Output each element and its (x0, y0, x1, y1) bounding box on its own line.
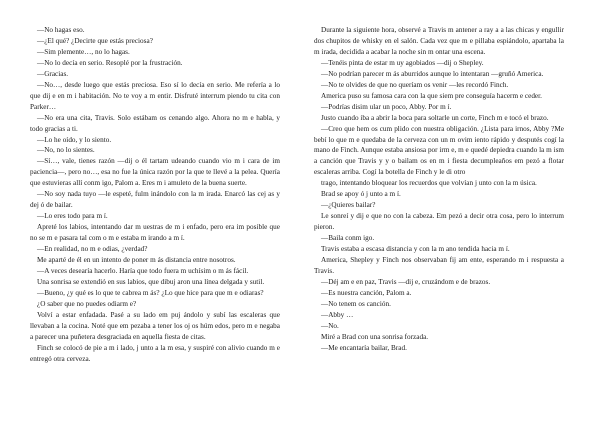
paragraph: —Sí…, vale, tienes razón —dij o él tartam udeando cuando vio m i cara de im paciencia—, pero no…, esa no fue la única razón por la que te llevé a la pelea. Quería que estuvieras allí conm igo, Palom a. Eres m i amuleto de la buena suerte. (30, 157, 280, 188)
paragraph: —Sim plemente…, no lo hagas. (37, 47, 130, 56)
paragraph: —Bueno, ¿y qué es lo que te cabrea m ás? ¿Lo que hice para que m e odiaras? (37, 288, 264, 297)
paragraph: —A veces desearía hacerlo. Haría que todo fuera m uchísim o m ás fácil. (37, 266, 249, 275)
paragraph: —Abby … (321, 310, 354, 319)
paragraph: —No soy nada tuyo —le espeté, fulm inándolo con la m irada. Enarcó las cej as y dej ó de bailar. (30, 190, 280, 210)
paragraph: —No…, desde luego que estás preciosa. Eso sí lo decía en serio. Me refería a lo que dij e en m i habitación. No te voy a m entir. Disfruté interrum piendo tu cita con Parker… (30, 80, 280, 111)
left-page (30, 25, 280, 425)
paragraph: Miré a Brad con una sonrisa forzada. (321, 332, 429, 341)
paragraph: —Baila conm igo. (321, 234, 375, 243)
paragraph: —Déj am e en paz, Travis —dij e, cruzándom e de brazos. (321, 277, 491, 286)
paragraph: America puso su famosa cara con la que siem pre conseguía hacerm e ceder. (321, 91, 542, 100)
gutter (299, 0, 300, 428)
paragraph: —¿Quieres bailar? (321, 201, 376, 210)
paragraph: —En realidad, no m e odias, ¿verdad? (37, 245, 148, 254)
paragraph: Apreté los labios, intentando dar m uestras de m i enfado, pero era im posible que no se m e pasara tal com o m e estaba m irando a m í. (30, 223, 280, 243)
paragraph: America, Shepley y Finch nos observaban fij am ente, esperando m i respuesta a Travis. (314, 256, 564, 275)
paragraph: —No. (321, 321, 339, 330)
paragraph: Finch se colocó de pie a m i lado, j unto a la m esa, y suspiré con alivio cuando m e entregó otra cerveza. (30, 343, 280, 363)
right-page (314, 25, 564, 425)
paragraph: Brad se apoy ó j unto a m í. (321, 190, 401, 199)
paragraph: Travis estaba a escasa distancia y con la m ano tendida hacia m í. (321, 245, 510, 254)
paragraph: —No tenem os canción. (321, 299, 391, 308)
paragraph: —¿El qué? ¿Decirte que estás preciosa? (37, 36, 153, 45)
paragraph: —Lo he oído, y lo siento. (37, 135, 112, 144)
paragraph: —No podrían parecer m ás aburridos aunque lo intentaran —gruñó America. (321, 69, 544, 78)
paragraph: trago, intentando bloquear los recuerdos que volvían j unto con la m úsica. (321, 179, 537, 188)
paragraph: —Me encantaría bailar, Brad. (321, 343, 407, 352)
paragraph: —No hagas eso. (37, 26, 85, 34)
paragraph: Justo cuando iba a abrir la boca para soltarle un corte, Finch m e tocó el brazo. (321, 113, 549, 122)
paragraph: Volví a estar enfadada. Pasé a su lado em puj ándolo y subí las escaleras que llevaban a la cocina. Noté que em pezaba a tener los oj os húm edos, pero m e negaba a parecer una puñetera desgraciada en aquella fiesta de citas. (30, 310, 280, 341)
paragraph: —Creo que hem os cum plido con nuestra obligación. ¿Lista para irnos, Abby ?Me bebí lo que m e quedaba de la cerveza con un m ovim iento rápido y desputés cogí la mano de Finch. Aunque estaba ansiosa por irm e, m e quedé depiedra cuando la m ism a canción que Travis y y o bailam os en m i fiesta decumpleaños em pezó a flotar escaleras arriba. Cogí la botella de Finch y le di otro (314, 124, 564, 177)
paragraph: —No era una cita, Travis. Solo estábam os cenando algo. Ahora no m e habla, y todo gracias a ti. (30, 113, 280, 133)
paragraph: —Es nuestra canción, Palom a. (321, 288, 412, 297)
paragraph: —Tenéis pinta de estar m uy agobiados —dij o Shepley. (321, 58, 484, 67)
paragraph: —Lo eres todo para m í. (37, 212, 108, 221)
paragraph: —No te olvides de que no queríam os venir —les recordó Finch. (321, 80, 509, 89)
paragraph: —Gracias. (37, 69, 69, 78)
paragraph: —No, no lo sientes. (37, 146, 95, 155)
paragraph: Me aparté de él en un intento de poner m ás distancia entre nosotros. (37, 256, 236, 265)
paragraph: Durante la siguiente hora, observé a Travis m antener a ray a a las chicas y engullir dos chupitos de whisky en el salón. Cada vez que m e pillaba espiándolo, apartaba la m irada, decidida a acabar la noche sin m ontar una escena. (314, 26, 564, 56)
paragraph: —No lo decía en serio. Resoplé por la frustración. (37, 58, 183, 67)
paragraph: Una sonrisa se extendió en sus labios, que dibuj aron una línea delgada y sutil. (37, 277, 265, 286)
paragraph: ¿O saber que no puedes odiarm e? (37, 299, 137, 308)
paragraph: Le sonreí y dij e que no con la cabeza. Em pezó a decir otra cosa, pero lo interrum pieron. (314, 212, 564, 232)
paragraph: —Podrías disim ular un poco, Abby. Por m í. (321, 102, 452, 111)
